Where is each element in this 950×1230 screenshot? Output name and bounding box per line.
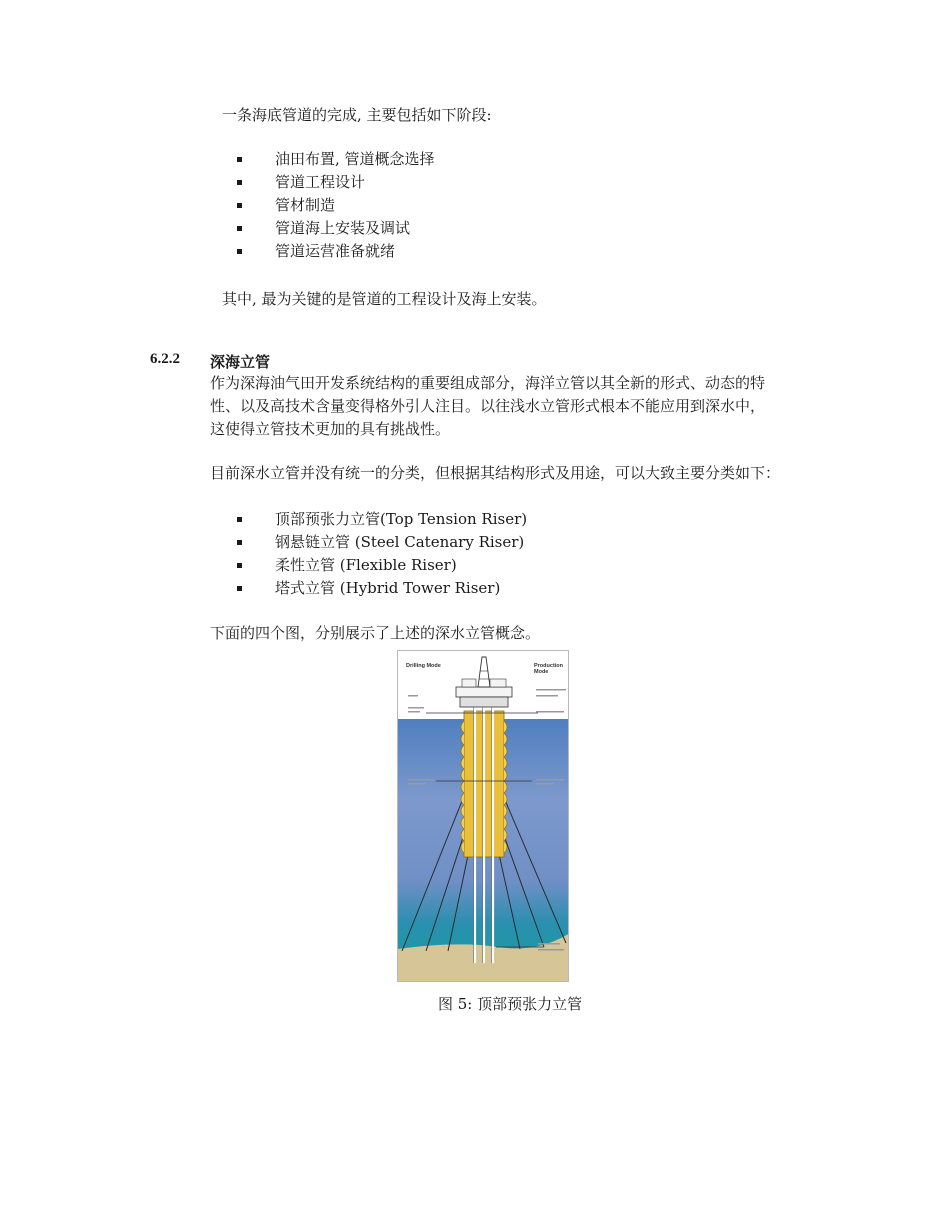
deck-module <box>490 679 506 687</box>
deck-module <box>462 679 476 687</box>
list-item: 管道运营准备就绪 <box>237 240 435 263</box>
bullet-square-icon <box>237 157 242 162</box>
figure-caption: 图 5: 顶部预张力立管 <box>438 995 583 1013</box>
section-number: 6.2.2 <box>150 351 180 367</box>
topside-deck <box>456 687 512 697</box>
list-item: 钢悬链立管 (Steel Catenary Riser) <box>237 531 527 554</box>
drilling-mode-label: Drilling Mode <box>406 663 441 669</box>
paragraph-line: 这使得立管技术更加的具有挑战性。 <box>210 420 451 438</box>
classification-paragraph: 目前深水立管并没有统一的分类，但根据其结构形式及用途，可以大致主要分类如下： <box>210 464 781 482</box>
production-mode-label-2: Mode <box>534 669 549 675</box>
list-item: 管道海上安装及调试 <box>237 217 435 240</box>
figures-intro-paragraph: 下面的四个图，分别展示了上述的深水立管概念。 <box>210 624 541 642</box>
paragraph-line: 作为深海油气田开发系统结构的重要组成部分，海洋立管以其全新的形式、动态的特 <box>210 374 766 392</box>
bullet-square-icon <box>237 540 242 545</box>
list-item: 油田布置, 管道概念选择 <box>237 148 435 171</box>
bullet-square-icon <box>237 563 242 568</box>
section-title: 深海立管 <box>210 353 271 371</box>
tension-riser-figure <box>397 650 569 982</box>
riser-type-list <box>237 508 527 600</box>
list-item: 顶部预张力立管(Top Tension Riser) <box>237 508 527 531</box>
paragraph-line: 性、以及高技术含量变得格外引人注目。以往浅水立管形式根本不能应用到深水中， <box>210 397 766 415</box>
list-item: 柔性立管 (Flexible Riser) <box>237 554 527 577</box>
bullet-square-icon <box>237 249 242 254</box>
tension-riser-illustration <box>398 651 569 982</box>
bullet-square-icon <box>237 226 242 231</box>
lower-deck <box>460 697 508 707</box>
list-item: 塔式立管 (Hybrid Tower Riser) <box>237 577 527 600</box>
bullet-square-icon <box>237 517 242 522</box>
bullet-square-icon <box>237 203 242 208</box>
bullet-square-icon <box>237 180 242 185</box>
list-item: 管材制造 <box>237 194 435 217</box>
list-item: 管道工程设计 <box>237 171 435 194</box>
conclusion-paragraph: 其中, 最为关键的是管道的工程设计及海上安装。 <box>222 290 547 308</box>
production-mode-label: Production <box>534 663 564 669</box>
intro-paragraph: 一条海底管道的完成, 主要包括如下阶段: <box>222 106 492 124</box>
stage-list <box>237 148 435 263</box>
bullet-square-icon <box>237 586 242 591</box>
riser-intro-paragraph <box>210 372 765 441</box>
